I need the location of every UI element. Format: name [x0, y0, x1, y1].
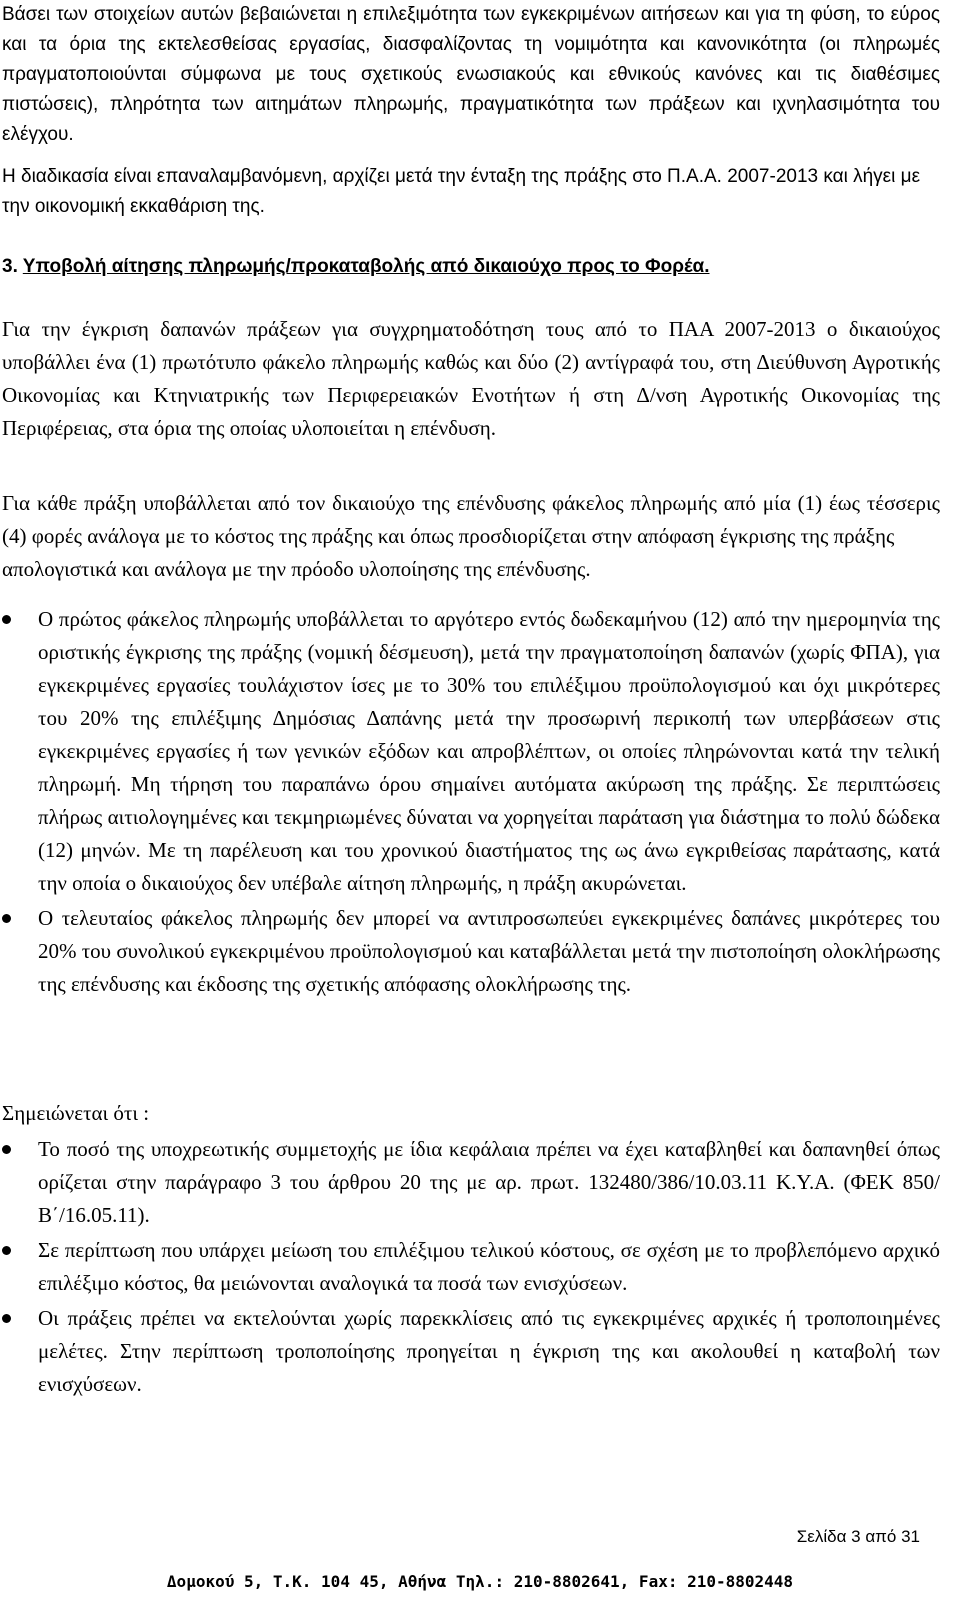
- bullet-icon: [2, 1314, 11, 1323]
- bullet-icon: [2, 615, 11, 624]
- list-item-text: Το ποσό της υποχρεωτικής συμμετοχής με ίδια κεφάλαια πρέπει να έχει καταβληθεί και δαπανηθεί όπως ορίζεται στην παράγραφο 3 του άρθρου 20 της με αρ. πρωτ. 132480/386/10.03.11 Κ.Υ.Α. (ΦΕΚ 850/Β΄/16.05.11).: [38, 1137, 940, 1227]
- notes-list: [2, 1133, 940, 1401]
- process-paragraph: Η διαδικασία είναι επαναλαμβανόμενη, αρχίζει μετά την ένταξη της πράξης στο Π.Α.Α. 2007-2013 και λήγει με την οικονομική εκκαθάριση της.: [2, 166, 921, 217]
- list-item: [2, 1133, 940, 1232]
- list-item-text: Σε περίπτωση που υπάρχει μείωση του επιλέξιμου τελικού κόστους, σε σχέση με το προβλεπόμενο αρχικό επιλέξιμο κόστος, θα μειώνονται αναλογικά τα ποσά των ενισχύσεων.: [38, 1238, 940, 1295]
- payment-paragraph-continuation: απολογιστικά και ανάλογα με την πρόοδο υλοποίησης της επένδυσης.: [2, 557, 591, 581]
- footer-address: Δομοκού 5, Τ.Κ. 104 45, Αθήνα Τηλ.: 210-8802641, Fax: 210-8802448: [166, 1572, 794, 1591]
- page-number: Σελίδα 3 από 31: [796, 1527, 920, 1546]
- list-item: [2, 1302, 940, 1401]
- approval-paragraph: Για την έγκριση δαπανών πράξεων για συγχρηματοδότηση τους από το ΠΑΑ 2007-2013 ο δικαιούχος υποβάλλει ένα (1) πρωτότυπο φάκελο πληρωμής καθώς και δύο (2) αντίγραφά του, στη Διεύθυνση Αγροτικής Οικονομίας και Κτηνιατρικής των Περιφερειακών Ενοτήτων ή στη Δ/νση Αγροτικής Οικονομίας της Περιφέρειας, στα όρια της οποίας υλοποιείται η επένδυση.: [2, 317, 940, 440]
- list-item-text: Ο πρώτος φάκελος πληρωμής υποβάλλεται το αργότερο εντός δωδεκαμήνου (12) από την ημερομηνία της οριστικής έγκρισης της πράξης (νομική δέσμευση), μετά την πραγματοποίηση δαπανών (χωρίς ΦΠΑ), για εγκεκριμένες εργασίες τουλάχιστον ίσες με το 30% του επιλέξιμου προϋπολογισμού και όχι μικρότερες του 20% της επιλέξιμης Δημόσιας Δαπάνης μετά την προσωρινή περικοπή των υπερβάσεων στις εγκεκριμένες εργασίες ή των γενικών εξόδων και απροβλέπτων, οι οποίες πληρώνονται κατά την τελική πληρωμή. Μη τήρηση του παραπάνω όρου σημαίνει αυτόματα ακύρωση της πράξης. Σε περιπτώσεις πλήρως αιτιολογημένες και τεκμηριωμένες δύναται να χορηγείται παράταση για διάστημα το πολύ δώδεκα (12) μηνών. Με τη παρέλευση και του χρονικού διαστήματος της ως άνω εγκριθείσας παράτασης, κατά την οποία ο δικαιούχος δεν υπέβαλε αίτηση πληρωμής, η πράξη ακυρώνεται.: [38, 607, 940, 895]
- list-item: [2, 603, 940, 900]
- payment-paragraph: [2, 487, 940, 586]
- list-item: [2, 902, 940, 1001]
- bullet-icon: [2, 1145, 11, 1154]
- section-heading: [2, 252, 940, 282]
- payment-paragraph-text: Για κάθε πράξη υποβάλλεται από τον δικαιούχο της επένδυσης φάκελος πληρωμής από μία (1) έως τέσσερις (4) φορές ανάλογα με το κόστος της πράξης και όπως προσδιορίζεται στην απόφαση έγκρισης της πράξης: [2, 491, 940, 548]
- section-title: Υποβολή αίτησης πληρωμής/προκαταβολής από δικαιούχο προς το Φορέα.: [22, 256, 710, 277]
- intro-paragraph: Βάσει των στοιχείων αυτών βεβαιώνεται η επιλεξιμότητα των εγκεκριμένων αιτήσεων και για τη φύση, το εύρος και τα όρια της εκτελεσθείσας εργασίας, διασφαλίζοντας τη νομιμότητα και κανονικότητα (οι πληρωμές πραγματοποιούνται σύμφωνα με τους σχετικούς ενωσιακούς και εθνικούς κανόνες και τις διαθέσιμες πιστώσεις), πληρότητα των αιτημάτων πληρωμής, πραγματικότητα των πράξεων και ιχνηλασιμότητα του ελέγχου.: [2, 4, 940, 145]
- list-item-text: Ο τελευταίος φάκελος πληρωμής δεν μπορεί να αντιπροσωπεύει εγκεκριμένες δαπάνες μικρότερες του 20% του συνολικού εγκεκριμένου προϋπολογισμού και καταβάλλεται μετά την πιστοποίηση ολοκλήρωσης της επένδυσης και έκδοσης της σχετικής απόφασης ολοκλήρωσης της.: [38, 906, 940, 996]
- list-item: [2, 1234, 940, 1300]
- section-number: 3.: [2, 256, 18, 277]
- bullet-icon: [2, 914, 11, 923]
- payment-rules-list: [2, 603, 940, 1001]
- bullet-icon: [2, 1246, 11, 1255]
- note-heading: Σημειώνεται ότι :: [2, 1101, 150, 1125]
- list-item-text: Οι πράξεις πρέπει να εκτελούνται χωρίς παρεκκλίσεις από τις εγκεκριμένες αρχικές ή τροποποιημένες μελέτες. Στην περίπτωση τροποποίησης προηγείται η έγκριση της και ακολουθεί η καταβολή των ενισχύσεων.: [38, 1306, 940, 1396]
